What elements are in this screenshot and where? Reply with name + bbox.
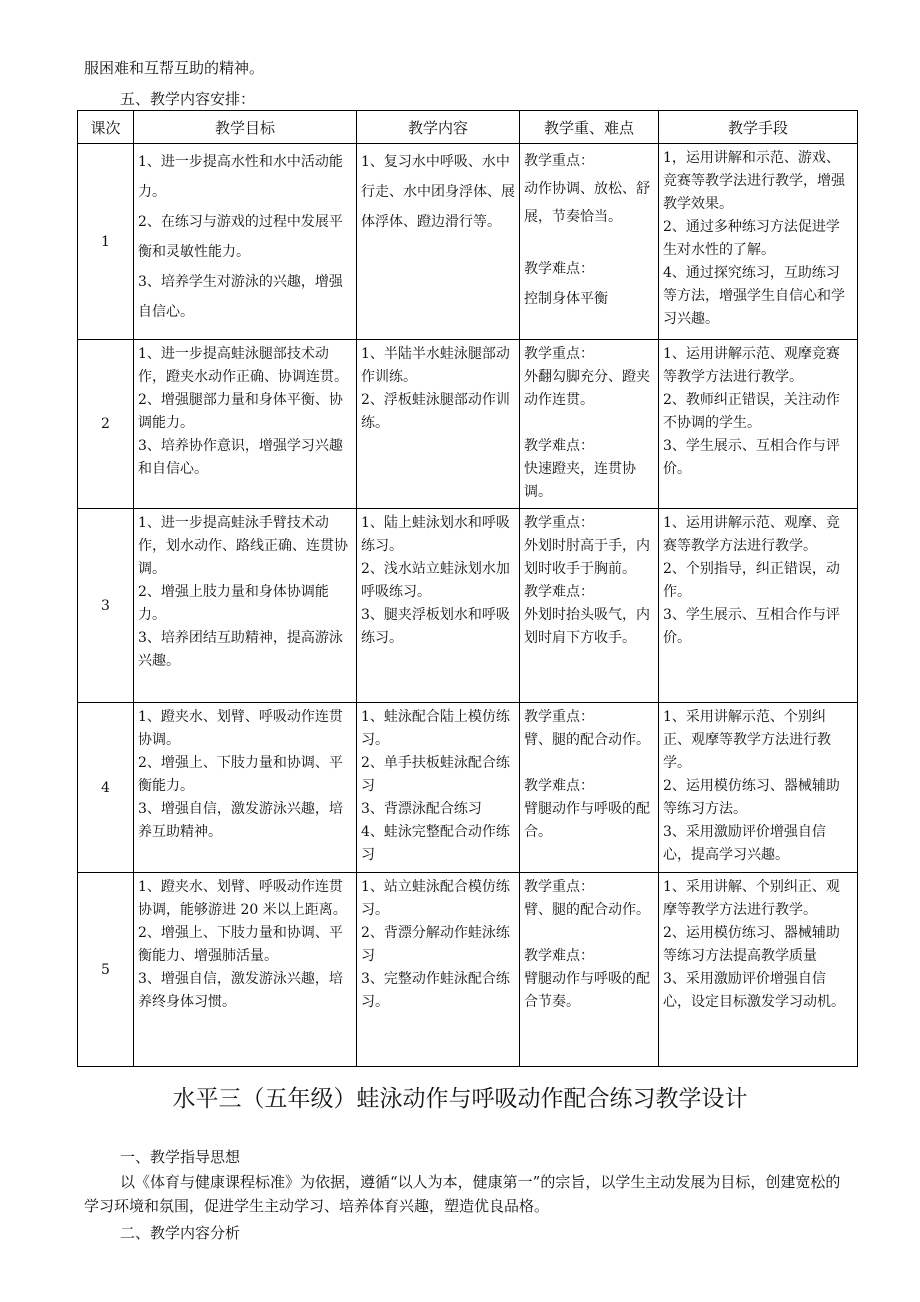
- section-2-heading: 二、教学内容分析: [120, 1224, 241, 1242]
- content-cell: [357, 703, 520, 873]
- goals-cell: [134, 340, 357, 509]
- difficult-text: 外划时抬头吸气，内划时肩下方收手。: [524, 607, 650, 646]
- header-lesson: 课次: [78, 111, 134, 144]
- goal-item: 3、增强自信，激发游泳兴趣，培养互助精神。: [138, 801, 343, 840]
- key-difficult-cell: [520, 144, 659, 340]
- goal-item: 3、培养学生对游泳的兴趣，增强自信心。: [138, 274, 343, 320]
- difficult-label: 教学难点：: [524, 584, 594, 600]
- goals-cell: [134, 509, 357, 703]
- content-item: 3、背漂泳配合练习: [361, 801, 482, 817]
- means-item: 2、运用模仿练习、器械辅助等练习方法。: [663, 778, 840, 817]
- difficult-text: 臂腿动作与呼吸的配合节奏。: [524, 971, 650, 1010]
- lesson-number: 2: [78, 340, 134, 509]
- key-label: 教学重点：: [524, 346, 594, 362]
- key-text: 臂、腿的配合动作。: [524, 732, 650, 748]
- goal-item: 2、在练习与游戏的过程中发展平衡和灵敏性能力。: [138, 214, 343, 260]
- goal-item: 3、培养协作意识，增强学习兴趣和自信心。: [138, 438, 343, 477]
- lesson-number: 5: [78, 873, 134, 1067]
- table-row: [78, 873, 858, 1067]
- means-item: 2、运用模仿练习、器械辅助等练习方法提高教学质量: [663, 925, 840, 964]
- content-cell: [357, 509, 520, 703]
- table-row: [78, 144, 858, 340]
- header-content: 教学内容: [357, 111, 520, 144]
- content-item: 1、站立蛙泳配合模仿练习。: [361, 879, 510, 918]
- means-item: 2、个别指导，纠正错误，动作。: [663, 561, 840, 600]
- means-item: 3、采用激励评价增强自信心，提高学习兴趣。: [663, 824, 826, 863]
- table-header-row: [78, 111, 858, 144]
- goal-item: 1、蹬夹水、划臂、呼吸动作连贯协调。: [138, 709, 343, 748]
- content-item: 2、单手扶板蛙泳配合练习: [361, 755, 510, 794]
- means-item: 4、通过探究练习，互助练习等方法，增强学生自信心和学习兴趣。: [663, 265, 845, 327]
- content-cell: [357, 340, 520, 509]
- table-row: [78, 703, 858, 873]
- key-difficult-cell: [520, 340, 659, 509]
- content-item: 1、蛙泳配合陆上模仿练习。: [361, 709, 510, 748]
- key-text: 外划时肘高于手，内划时收手于胸前。: [524, 538, 650, 577]
- lesson-number: 4: [78, 703, 134, 873]
- header-key-difficult: 教学重、难点: [520, 111, 659, 144]
- key-text: 动作协调、放松、舒展，节奏恰当。: [524, 181, 650, 225]
- key-label: 教学重点：: [524, 879, 594, 895]
- means-item: 1、运用讲解示范、观摩竞赛等教学方法进行教学。: [663, 346, 840, 385]
- key-difficult-cell: [520, 509, 659, 703]
- goal-item: 2、增强上肢力量和身体协调能力。: [138, 584, 329, 623]
- content-item: 3、腿夹浮板划水和呼吸练习。: [361, 607, 510, 646]
- header-means: 教学手段: [659, 111, 858, 144]
- goal-item: 2、增强上、下肢力量和协调、平衡能力。: [138, 755, 343, 794]
- difficult-label: 教学难点：: [524, 438, 594, 454]
- means-item: 3、学生展示、互相合作与评价。: [663, 607, 840, 646]
- difficult-text: 臂腿动作与呼吸的配合。: [524, 801, 650, 840]
- means-item: 1、运用讲解示范、观摩、竞赛等教学方法进行教学。: [663, 515, 840, 554]
- table-row: [78, 509, 858, 703]
- means-cell: [659, 703, 858, 873]
- goal-item: 2、增强上、下肢力量和协调、平衡能力、增强肺活量。: [138, 925, 343, 964]
- means-item: 2、教师纠正错误，关注动作不协调的学生。: [663, 392, 840, 431]
- content-item: 4、蛙泳完整配合动作练习: [361, 824, 510, 863]
- content-cell: [357, 144, 520, 340]
- header-goals: 教学目标: [134, 111, 357, 144]
- difficult-label: 教学难点：: [524, 948, 594, 964]
- content-item: 2、背漂分解动作蛙泳练习: [361, 925, 510, 964]
- difficult-label: 教学难点：: [524, 778, 594, 794]
- goal-item: 1、进一步提高蛙泳手臂技术动作，划水动作、路线正确、连贯协调。: [138, 515, 348, 577]
- content-item: 1、陆上蛙泳划水和呼吸练习。: [361, 515, 510, 554]
- means-item: 1、采用讲解示范、个别纠正、观摩等教学方法进行教学。: [663, 709, 831, 771]
- means-cell: [659, 873, 858, 1067]
- content-cell: [357, 873, 520, 1067]
- means-item: 3、学生展示、互相合作与评价。: [663, 438, 840, 477]
- content-item: 3、完整动作蛙泳配合练习。: [361, 971, 510, 1010]
- goals-cell: [134, 144, 357, 340]
- goal-item: 3、培养团结互助精神，提高游泳兴趣。: [138, 630, 343, 669]
- means-cell: [659, 340, 858, 509]
- content-item: 1、复习水中呼吸、水中行走、水中团身浮体、展体浮体、蹬边滑行等。: [361, 154, 515, 230]
- difficult-text: 控制身体平衡: [524, 291, 608, 307]
- section-1-paragraph: 以《体育与健康课程标准》为依据，遵循“以人为本，健康第一”的宗旨，以学生主动发展为目标，创建宽松的学习环境和氛围，促进学生主动学习、培养体育兴趣，塑造优良品格。: [84, 1173, 841, 1215]
- content-item: 1、半陆半水蛙泳腿部动作训练。: [361, 346, 510, 385]
- lesson-number: 1: [78, 144, 134, 340]
- goal-item: 2、增强腿部力量和身体平衡、协调能力。: [138, 392, 343, 431]
- teaching-plan-table: [77, 110, 858, 1067]
- goals-cell: [134, 873, 357, 1067]
- goal-item: 3、增强自信，激发游泳兴趣，培养终身体习惯。: [138, 971, 343, 1010]
- key-difficult-cell: [520, 873, 659, 1067]
- key-text: 外翻勾脚充分、蹬夹动作连贯。: [524, 369, 650, 408]
- goal-item: 1、蹬夹水、划臂、呼吸动作连贯协调，能够游进 20 米以上距离。: [138, 879, 347, 918]
- means-item: 2、通过多种练习方法促进学生对水性的了解。: [663, 219, 840, 258]
- goals-cell: [134, 703, 357, 873]
- key-text: 臂、腿的配合动作。: [524, 902, 650, 918]
- section-5-heading: 五、教学内容安排：: [120, 90, 256, 108]
- key-difficult-cell: [520, 703, 659, 873]
- table-row: [78, 340, 858, 509]
- content-item: 2、浅水站立蛙泳划水加呼吸练习。: [361, 561, 510, 600]
- means-item: 3、采用激励评价增强自信心，设定目标激发学习动机。: [663, 971, 845, 1010]
- intro-text: 服困难和互帮互助的精神。: [84, 59, 265, 77]
- key-label: 教学重点：: [524, 515, 594, 531]
- document-title: 水平三（五年级）蛙泳动作与呼吸动作配合练习教学设计: [172, 1086, 748, 1112]
- section-1-heading: 一、教学指导思想: [120, 1148, 241, 1166]
- means-cell: [659, 509, 858, 703]
- lesson-number: 3: [78, 509, 134, 703]
- means-item: 1、采用讲解、个别纠正、观摩等教学方法进行教学。: [663, 879, 840, 918]
- goal-item: 1、进一步提高蛙泳腿部技术动作，蹬夹水动作正确、协调连贯。: [138, 346, 348, 385]
- key-label: 教学重点：: [524, 153, 594, 169]
- means-item: 1，运用讲解和示范、游戏、竞赛等教学法进行教学，增强教学效果。: [663, 150, 845, 212]
- content-item: 2、浮板蛙泳腿部动作训练。: [361, 392, 510, 431]
- means-cell: [659, 144, 858, 340]
- difficult-text: 快速蹬夹，连贯协调。: [524, 461, 636, 500]
- goal-item: 1、进一步提高水性和水中活动能力。: [138, 154, 343, 200]
- key-label: 教学重点：: [524, 709, 594, 725]
- difficult-label: 教学难点：: [524, 261, 594, 277]
